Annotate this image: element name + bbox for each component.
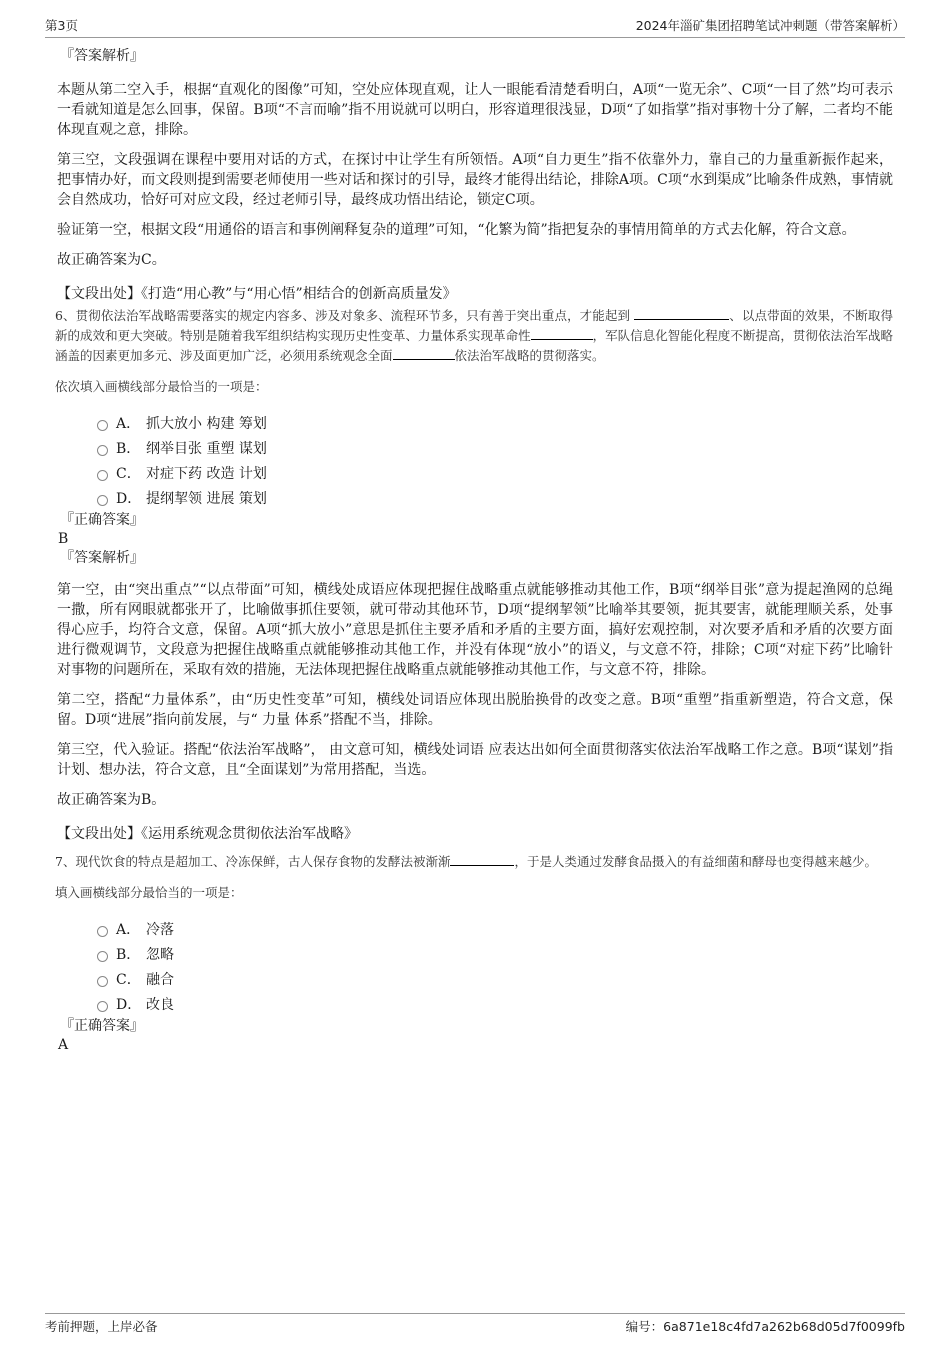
fill-blank: [450, 852, 514, 866]
option-c[interactable]: C． 融合: [97, 966, 893, 991]
question-7-stem: 7、现代饮食的特点是超加工、冷冻保鲜，古人保存食物的发酵法被渐渐 ，于是人类通过发酵食品摄入的有益细菌和酵母也变得越来越少。: [55, 854, 877, 869]
question-6-stem: 6、贯彻依法治军战略需要落实的规定内容多、涉及对象多、流程环节多，只有善于突出重点，才能起到 、以点带面的效果，不断取得新的成效和更大突破。特别是随着我军组织结构实现历史性变革、力量体系实现革命性 ，军队信息化智能化程度不断提高，贯彻依法治军战略涵盖的因素更加多元、涉及面更加广泛，必须用系统观念全面 依法治军战略的贯彻落实。: [55, 308, 893, 363]
source-citation: 【文段出处】《运用系统观念贯彻依法治军战略》: [57, 826, 358, 842]
option-c[interactable]: C． 对症下药 改造 计划: [97, 460, 893, 485]
page-footer: [45, 1313, 905, 1335]
option-a[interactable]: A． 抓大放小 构建 筹划: [97, 410, 893, 435]
correct-answer-tag: 『正确答案』: [60, 512, 144, 528]
question-6-instruction: 依次填入画横线部分最恰当的一项是：: [55, 379, 268, 394]
radio-button[interactable]: [97, 926, 108, 937]
option-b[interactable]: B． 纲举目张 重塑 谋划: [97, 435, 893, 460]
question-6-options: [97, 410, 893, 510]
fill-blank: [393, 346, 455, 360]
option-b[interactable]: B． 忽略: [97, 941, 893, 966]
analysis-paragraph: 第三空，代入验证。搭配“依法治军战略”， 由文意可知，横线处词语 应表达出如何全面贯彻落实依法治军战略工作之意。B项“谋划”指计划、想办法，符合文意，且“全面谋划”为常用搭配，当选。: [57, 742, 893, 778]
footer-slogan: 考前押题，上岸必备: [45, 1319, 158, 1334]
document-title: 2024年淄矿集团招聘笔试冲刺题（带答案解析）: [635, 18, 905, 33]
radio-button[interactable]: [97, 445, 108, 456]
page-number: 第3页: [45, 18, 78, 33]
correct-answer-tag: 『正确答案』: [60, 1018, 144, 1034]
radio-button[interactable]: [97, 470, 108, 481]
correct-answer: B: [58, 531, 69, 547]
radio-button[interactable]: [97, 420, 108, 431]
radio-button[interactable]: [97, 1001, 108, 1012]
option-d[interactable]: D． 提纲挈领 进展 策划: [97, 485, 893, 510]
analysis-paragraph: 验证第一空，根据文段“用通俗的语言和事例阐释复杂的道理”可知，“化繁为简”指把复杂的事情用简单的方式去化解，符合文意。: [57, 222, 856, 238]
option-a[interactable]: A． 冷落: [97, 916, 893, 941]
answer-conclusion: 故正确答案为C。: [57, 252, 166, 268]
question-7-options: [97, 916, 893, 1016]
analysis-paragraph: 第一空，由“突出重点”“以点带面”可知，横线处成语应体现把握住战略重点就能够推动其他工作，B项“纲举目张”意为提起渔网的总绳一撒，所有网眼就都张开了，比喻做事抓住要领，就可带动其他环节，D项“提纲挈领”比喻举其要领，扼其要害，就能理顺关系，处事得心应手，均符合文意，保留。A项“抓大放小”意思是抓住主要矛盾和矛盾的主要方面，搞好宏观控制，对次要矛盾和矛盾的次要方面进行微观调节，文段意为把握住战略重点就能够推动其他工作，并没有体现“放小”的语义，与文意不符，排除；C项“对症下药”比喻针对事物的问题所在，采取有效的措施，无法体现把握住战略重点就能够推动其他工作，与文意不符，排除。: [57, 582, 893, 678]
question-7-instruction: 填入画横线部分最恰当的一项是：: [55, 885, 243, 900]
answer-conclusion: 故正确答案为B。: [57, 792, 166, 808]
fill-blank: [634, 306, 729, 320]
document-id: 编号：6a871e18c4fd7a262b68d05d7f0099fb: [625, 1319, 905, 1334]
radio-button[interactable]: [97, 951, 108, 962]
fill-blank: [531, 326, 593, 340]
option-d[interactable]: D． 改良: [97, 991, 893, 1016]
radio-button[interactable]: [97, 495, 108, 506]
radio-button[interactable]: [97, 976, 108, 987]
analysis-paragraph: 第三空，文段强调在课程中要用对话的方式，在探讨中让学生有所领悟。A项“自力更生”指不依靠外力，靠自己的力量重新振作起来，把事情办好，而文段则提到需要老师使用一些对话和探讨的引导，最终才能得出结论，排除A项。C项“水到渠成”比喻条件成熟，事情就会自然成功，恰好可对应文段，经过老师引导，最终成功悟出结论，锁定C项。: [57, 152, 893, 208]
analysis-paragraph: 第二空，搭配“力量体系”，由“历史性变革”可知，横线处词语应体现出脱胎换骨的改变之意。B项“重塑”指重新塑造，符合文意，保留。D项“进展”指向前发展，与“ 力量 体系”搭配不当，排除。: [57, 692, 893, 728]
analysis-paragraph: 本题从第二空入手，根据“直观化的图像”可知，空处应体现直观，让人一眼能看清楚看明白，A项“一览无余”、C项“一目了然”均可表示一看就知道是怎么回事，保留。B项“不言而喻”指不用说就可以明白，形容道理很浅显，D项“了如指掌”指对事物十分了解，二者均不能体现直观之意，排除。: [57, 82, 893, 138]
correct-answer: A: [58, 1037, 69, 1053]
page-header: [45, 16, 905, 38]
page-content: [57, 46, 893, 1054]
analysis-tag: 『答案解析』: [60, 550, 144, 566]
analysis-tag: 『答案解析』: [60, 48, 144, 64]
source-citation: 【文段出处】《打造“用心教”与“用心悟”相结合的创新高质量发》: [57, 286, 457, 302]
